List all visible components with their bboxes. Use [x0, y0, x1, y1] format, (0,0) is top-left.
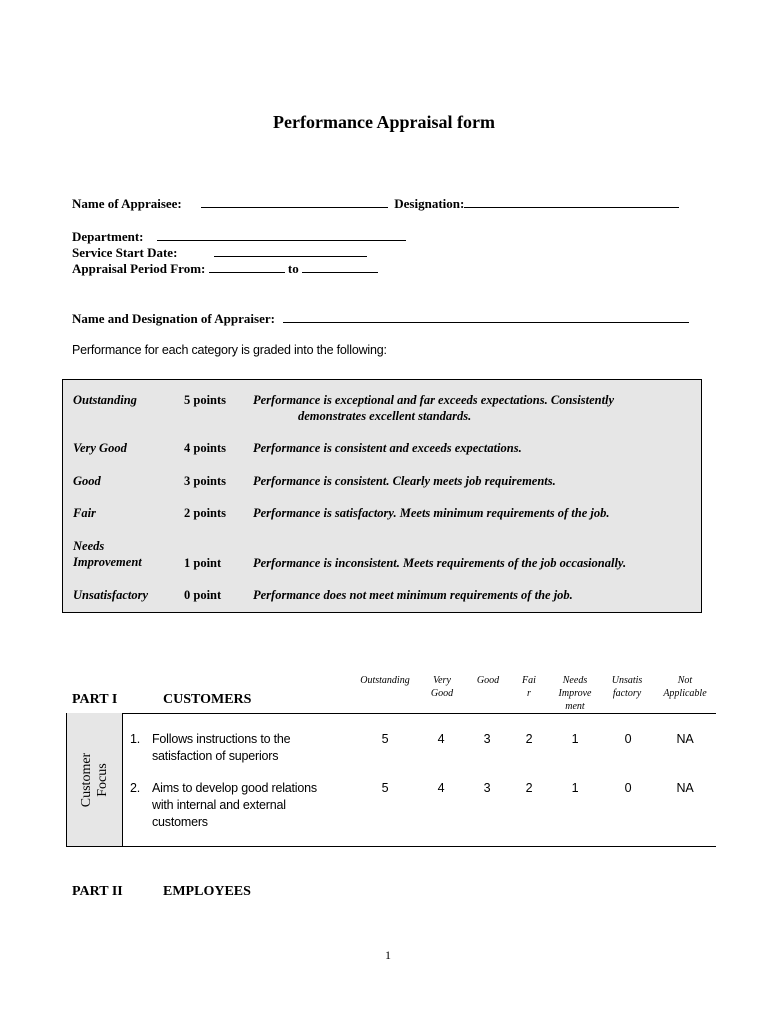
department-field: [72, 229, 406, 245]
col-header-not-applicable: [656, 674, 714, 700]
score-very-good[interactable]: 4: [437, 781, 445, 795]
period-from-label: Appraisal Period From:: [72, 261, 206, 276]
category-cell: [66, 713, 123, 846]
item-text: Aims to develop good relations with internal and external customers: [152, 781, 317, 829]
item-number: 2.: [130, 781, 141, 795]
col-header-line: Improve: [558, 688, 592, 699]
grade-name: [73, 538, 142, 570]
grade-name: Good: [73, 474, 101, 488]
appraisee-input-line[interactable]: [201, 196, 388, 208]
appraisal-period-field: [72, 261, 378, 277]
score-very-good[interactable]: 4: [437, 732, 445, 746]
col-header-very-good: [424, 674, 460, 700]
grade-description: Performance does not meet minimum requirements of the job.: [253, 588, 573, 602]
grade-name: Unsatisfactory: [73, 588, 148, 602]
col-header-line: Applicable: [663, 688, 707, 699]
grade-name: Fair: [73, 506, 96, 520]
col-header-line: Not: [677, 675, 693, 686]
col-header-line: Good: [476, 675, 500, 686]
appraiser-input-line[interactable]: [283, 311, 689, 323]
col-header-line: Fai: [522, 675, 536, 686]
score-outstanding[interactable]: 5: [381, 732, 389, 746]
page-title: Performance Appraisal form: [273, 112, 495, 132]
score-not-applicable[interactable]: NA: [676, 781, 694, 795]
grade-name-line2: Improvement: [73, 555, 142, 569]
score-outstanding[interactable]: 5: [381, 781, 389, 795]
part1-number: PART I: [72, 692, 118, 707]
service-start-input-line[interactable]: [214, 245, 367, 257]
score-good[interactable]: 3: [483, 732, 491, 746]
table-bottom-rule: [66, 846, 716, 847]
col-header-line: Good: [430, 688, 454, 699]
col-header-fair: [516, 674, 542, 700]
score-fair[interactable]: 2: [525, 732, 533, 746]
period-to-label: to: [287, 261, 299, 276]
grade-points: 5 points: [184, 393, 227, 407]
col-header-line: Outstanding: [360, 675, 410, 686]
designation-label: Designation:: [394, 196, 465, 211]
service-start-label: Service Start Date:: [72, 245, 178, 260]
item-text: Follows instructions to the satisfaction of superiors: [152, 732, 291, 763]
category-label-line1: Customer: [78, 752, 94, 807]
period-from-input-line[interactable]: [209, 261, 285, 273]
col-header-good: [470, 674, 506, 687]
appraisee-label: Name of Appraisee:: [72, 196, 182, 211]
grade-points: 4 points: [184, 441, 227, 455]
part1-title: CUSTOMERS: [163, 692, 252, 707]
col-header-line: Unsatis: [611, 675, 643, 686]
grade-name-line1: Needs: [73, 539, 105, 553]
grading-intro: Performance for each category is graded into the following:: [72, 343, 387, 357]
category-label: [79, 752, 111, 806]
score-needs-improvement[interactable]: 1: [571, 732, 579, 746]
col-header-line: Very: [433, 675, 451, 686]
part2-number: PART II: [72, 884, 123, 899]
grade-points: 2 points: [184, 506, 227, 520]
score-fair[interactable]: 2: [525, 781, 533, 795]
col-header-outstanding: [352, 674, 418, 687]
col-header-line: r: [527, 688, 531, 699]
col-header-unsatisfactory: [604, 674, 650, 700]
table-top-rule: [66, 713, 716, 714]
grade-name: Very Good: [73, 441, 127, 455]
part2-title: EMPLOYEES: [163, 884, 251, 899]
appraisee-field: [72, 196, 679, 212]
score-unsatisfactory[interactable]: 0: [624, 781, 632, 795]
grading-scale-box: [62, 379, 702, 613]
grade-points: 1 point: [184, 556, 222, 570]
grade-points: 0 point: [184, 588, 222, 602]
grade-description: Performance is satisfactory. Meets minimum requirements of the job.: [253, 506, 610, 520]
grade-description: [253, 392, 614, 424]
category-label-line2: Focus: [94, 762, 110, 797]
score-good[interactable]: 3: [483, 781, 491, 795]
appraiser-field: [72, 311, 689, 327]
grade-description: Performance is consistent and exceeds expectations.: [253, 441, 522, 455]
grade-description-line1: Performance is exceptional and far exceeds expectations. Consistently: [253, 393, 615, 407]
col-header-line: Needs: [562, 675, 588, 686]
grade-name: Outstanding: [73, 393, 137, 407]
service-start-field: [72, 245, 367, 261]
grade-description-line2: demonstrates excellent standards.: [298, 409, 472, 423]
score-needs-improvement[interactable]: 1: [571, 781, 579, 795]
col-header-line: factory: [612, 688, 642, 699]
department-label: Department:: [72, 229, 144, 244]
designation-input-line[interactable]: [464, 196, 679, 208]
score-unsatisfactory[interactable]: 0: [624, 732, 632, 746]
score-not-applicable[interactable]: NA: [676, 732, 694, 746]
col-header-line: ment: [565, 701, 585, 712]
grade-description: Performance is inconsistent. Meets requirements of the job occasionally.: [253, 556, 627, 570]
grade-points: 3 points: [184, 474, 227, 488]
item-number: 1.: [130, 732, 141, 746]
grade-description: Performance is consistent. Clearly meets job requirements.: [253, 474, 556, 488]
appraiser-label: Name and Designation of Appraiser:: [72, 311, 275, 326]
period-to-input-line[interactable]: [302, 261, 378, 273]
col-header-needs-improvement: [550, 674, 600, 713]
page-number: 1: [385, 948, 391, 962]
department-input-line[interactable]: [157, 229, 406, 241]
